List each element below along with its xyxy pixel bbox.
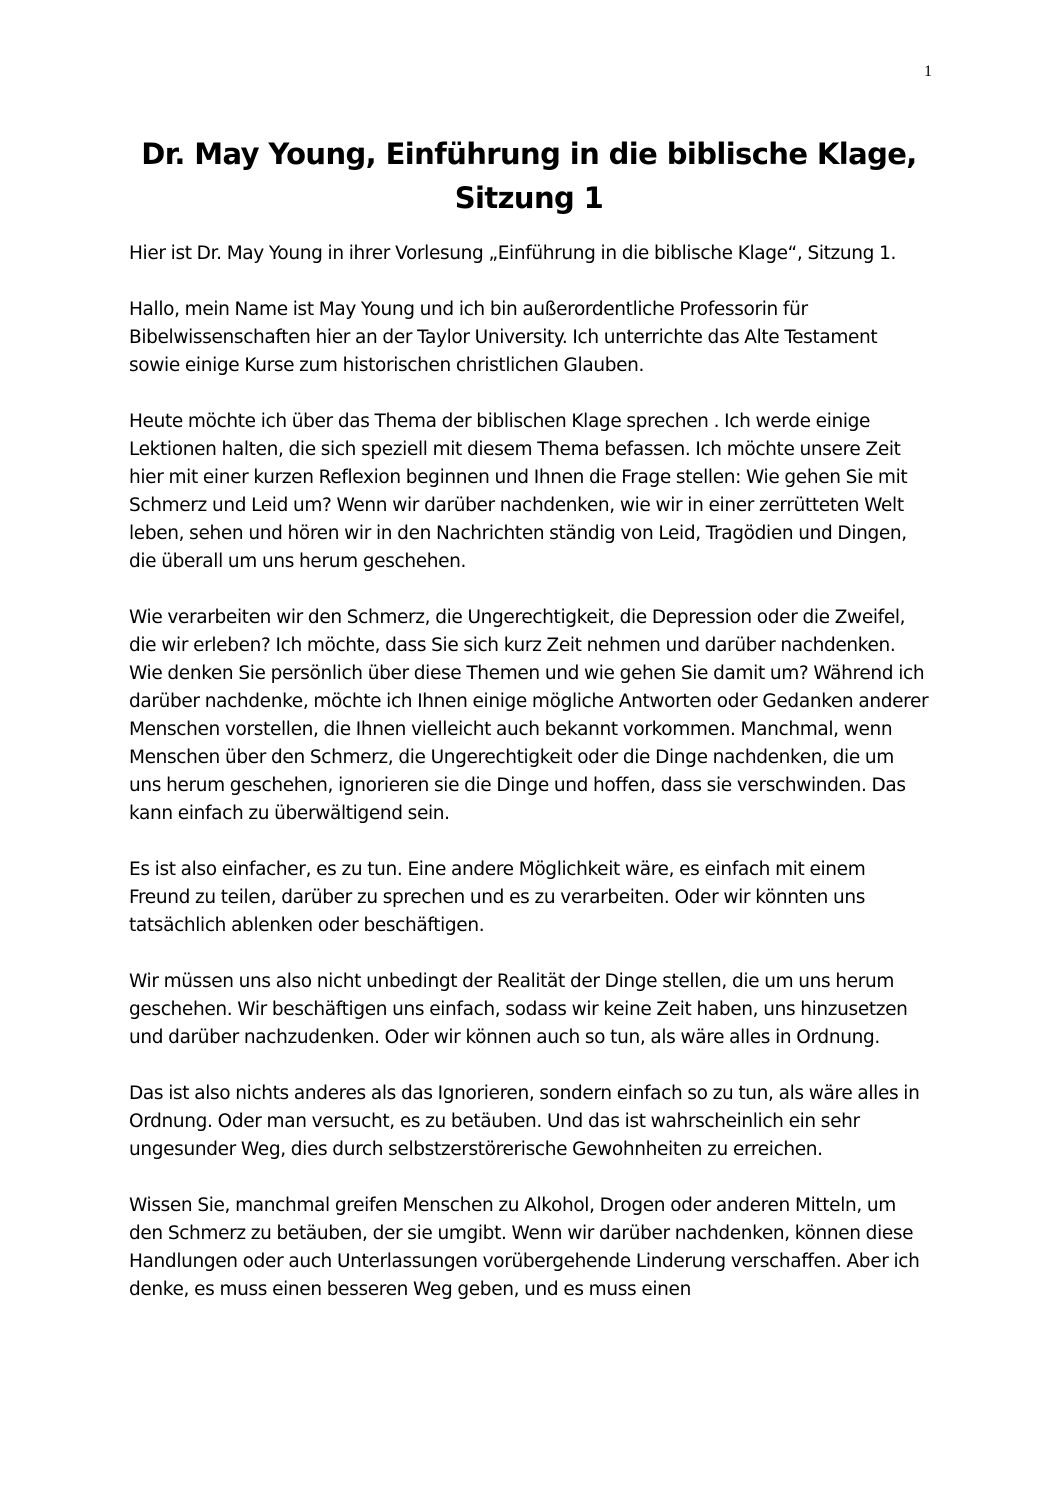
- paragraph-4: Wie verarbeiten wir den Schmerz, die Ungerechtigkeit, die Depression oder die Zweifel, die wir erleben? Ich möchte, dass Sie sich kurz Zeit nehmen und darüber nachdenken. Wie denken Sie persönlich über diese Themen und wie gehen Sie damit um? Während ich darüber nachdenke, möchte ich Ihnen einige mögliche Antworten oder Gedanken anderer Menschen vorstellen, die Ihnen vielleicht auch bekannt vorkommen. Manchmal, wenn Menschen über den Schmerz, die Ungerechtigkeit oder die Dinge nachdenken, die um uns herum geschehen, ignorieren sie die Dinge und hoffen, dass sie verschwinden. Das kann einfach zu überwältigend sein.: [129, 607, 929, 824]
- document-title: Dr. May Young, Einführung in die biblische Klage, Sitzung 1: [141, 137, 917, 215]
- paragraph-8: Wissen Sie, manchmal greifen Menschen zu Alkohol, Drogen oder anderen Mitteln, um den Schmerz zu betäuben, der sie umgibt. Wenn wir darüber nachdenken, können diese Handlungen oder auch Unterlassungen vorübergehende Linderung verschaffen. Aber ich denke, es muss einen besseren Weg geben, und es muss einen: [129, 1195, 920, 1300]
- document-body: [129, 240, 929, 1332]
- paragraph-2: Hallo, mein Name ist May Young und ich bin außerordentliche Professorin für Bibelwissenschaften hier an der Taylor University. Ich unterrichte das Alte Testament sowie einige Kurse zum historischen christlichen Glauben.: [129, 299, 878, 376]
- paragraph-5: Es ist also einfacher, es zu tun. Eine andere Möglichkeit wäre, es einfach mit einem Freund zu teilen, darüber zu sprechen und es zu verarbeiten. Oder wir könnten uns tatsächlich ablenken oder beschäftigen.: [129, 859, 866, 936]
- paragraph-1: Hier ist Dr. May Young in ihrer Vorlesung „Einführung in die biblische Klage“, Sitzung 1.: [129, 243, 897, 264]
- paragraph-7: Das ist also nichts anderes als das Ignorieren, sondern einfach so zu tun, als wäre alles in Ordnung. Oder man versucht, es zu betäuben. Und das ist wahrscheinlich ein sehr ungesunder Weg, dies durch selbstzerstörerische Gewohnheiten zu erreichen.: [129, 1083, 920, 1160]
- paragraph-6: Wir müssen uns also nicht unbedingt der Realität der Dinge stellen, die um uns herum geschehen. Wir beschäftigen uns einfach, sodass wir keine Zeit haben, uns hinzusetzen und darüber nachzudenken. Oder wir können auch so tun, als wäre alles in Ordnung.: [129, 971, 908, 1048]
- paragraph-3: Heute möchte ich über das Thema der biblischen Klage sprechen . Ich werde einige Lektionen halten, die sich speziell mit diesem Thema befassen. Ich möchte unsere Zeit hier mit einer kurzen Reflexion beginnen und Ihnen die Frage stellen: Wie gehen Sie mit Schmerz und Leid um? Wenn wir darüber nachdenken, wie wir in einer zerrütteten Welt leben, sehen und hören wir in den Nachrichten ständig von Leid, Tragödien und Dingen, die überall um uns herum geschehen.: [129, 411, 908, 572]
- page-number: 1: [924, 63, 932, 80]
